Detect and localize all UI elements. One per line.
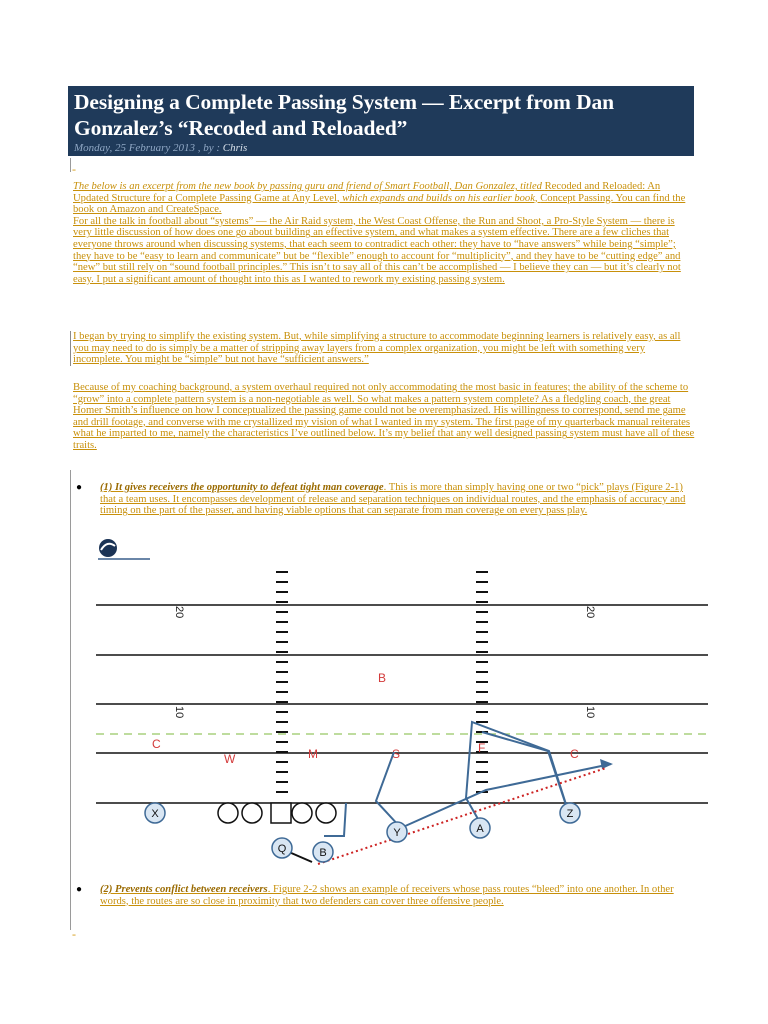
route-y-inner (376, 752, 401, 828)
bullet-1-lead: (1) It gives receivers the opportunity to defeat tight man coverage (100, 482, 384, 493)
lineman-circle (218, 803, 238, 823)
svg-text:X: X (151, 808, 159, 820)
article-header (68, 86, 694, 156)
svg-text:B: B (319, 847, 327, 859)
lineman-circle (242, 803, 262, 823)
left-rule-lower (70, 470, 71, 930)
svg-text:Z: Z (566, 808, 574, 820)
paragraph-simplify: I began by trying to simplify the existing system. But, while simplifying a structure to accommodate beginning learners is relatively easy, as all you may need to do is simply be a matter of stripping away layers from a complex organization, you might be left with something very incomplete. You might be “simple” but not have “sufficient answers.” (70, 331, 692, 366)
svg-text:Y: Y (393, 827, 401, 839)
byline-date: Monday, 25 February 2013 , by : (74, 142, 223, 154)
yard-number-10-left: 10 (173, 706, 185, 719)
player-q (272, 838, 292, 858)
play-diagram-svg (76, 536, 716, 876)
byline-author: Chris (222, 142, 248, 154)
bullet-dot: ● (76, 482, 83, 493)
route-y (403, 764, 611, 827)
yard-number-20-left: 20 (173, 606, 185, 619)
bullet-item-2 (76, 884, 696, 907)
bullet-item-1 (76, 482, 696, 517)
player-x (145, 803, 165, 823)
player-z (560, 803, 580, 823)
defenders (152, 671, 579, 766)
intro-body: For all the talk in football about “systems” — the Air Raid system, the West Coast Offense, the Run and Shoot, a Pro-Style System — there is very little discussion of how does one go about building an effective system, and what makes a system effective. There are a few cliches that everyone throws around when discussing systems, that each seem to contradict each other: they have to “have answers” while being “simple”; they have to be “easy to learn and communicate” but be “flexible” enough to account for “multiplicity”, and they have to be “cutting edge” and “new” but still rely on “sound football principles.” This isn’t to say all of this can’t be accomplished — I believe they can — but it’s clearly not easy. I put a significant amount of thought into this as I wanted to rework my existing passing system. (73, 215, 681, 285)
center-square (271, 803, 291, 823)
intro-expands: , which expands and builds on his earlier book, (336, 192, 541, 204)
logo-icon (98, 539, 150, 560)
defender-c-right: C (570, 747, 579, 761)
play-diagram (76, 536, 716, 876)
article-byline (74, 141, 688, 155)
defender-b: B (378, 671, 387, 685)
bullet-dot: ● (76, 884, 83, 895)
offensive-players (145, 803, 580, 862)
defender-w: W (224, 752, 236, 766)
bullet-2-text: . Figure 2-2 shows an example of receivers whose pass routes “bleed” into one another. In other words, the routes are so close in proximity that two defenders can cover three offensive people. (100, 884, 674, 907)
offensive-line (218, 803, 336, 823)
intro-lead: The below is an excerpt from the (73, 181, 215, 192)
defender-f: F (478, 741, 486, 755)
player-a (470, 818, 490, 838)
intro-paragraph (73, 181, 695, 285)
intro-link-book[interactable]: new book by passing guru and friend of Smart Football, Dan Gonzalez, titled (214, 181, 545, 192)
yard-number-20-right: 20 (584, 606, 596, 619)
svg-text:A: A (476, 823, 484, 835)
lineman-circle (316, 803, 336, 823)
paragraph-marker-end: - (72, 927, 76, 941)
bullet-2-lead: (2) Prevents conflict between receivers (100, 884, 268, 895)
left-rule (70, 158, 71, 172)
page-title: Designing a Complete Passing System — Excerpt from Dan Gonzalez’s “Recoded and Reloaded” (74, 90, 615, 140)
lineman-circle (292, 803, 312, 823)
paragraph-marker: - (72, 162, 76, 176)
yard-lines (96, 605, 708, 803)
bullet-1-text: . This is more than simply having one or two “pick” plays (Figure 2-1) that a team uses. It encompasses development of release and separation techniques on individual routes, and the emphasis of accuracy and timing on the part of the passer, and having viable options that can separate from man coverage on every pass play. (100, 482, 686, 517)
defender-m: M (308, 747, 318, 761)
intro-concept-passing[interactable]: Concept Passing. You can find the book on Amazon and CreateSpace. (73, 192, 686, 216)
defender-c-left: C (152, 737, 161, 751)
player-y (387, 822, 407, 842)
intro-book-title: Recoded and Reloaded: An Updated Structure for a Complete Passing Game at Any Level (73, 181, 661, 204)
defender-s: S (392, 747, 401, 761)
player-b (313, 842, 333, 862)
route-arrowhead (600, 759, 613, 769)
paragraph-background: Because of my coaching background, a system overhaul required not only accommodating the most basic in features; the ability of the scheme to “grow” into a complete pattern system is a non-negotiable as well. So what makes a pattern system complete? As a fledgling coach, the great Homer Smith’s influence on how I conceptualized the passing game could not be overemphasized. His willingness to correspond, send me game and drill footage, and converse with me crystallized my vision of what I wanted in my system. The first page of my quarterback manual reiterates what he imparted to me, namely the characteristics I’ve outlined below. It’s my belief that any well designed passing system must have all of these traits. (73, 382, 695, 451)
route-z (482, 732, 570, 817)
svg-text:Q: Q (277, 843, 287, 855)
yard-number-10-right: 10 (584, 706, 596, 719)
